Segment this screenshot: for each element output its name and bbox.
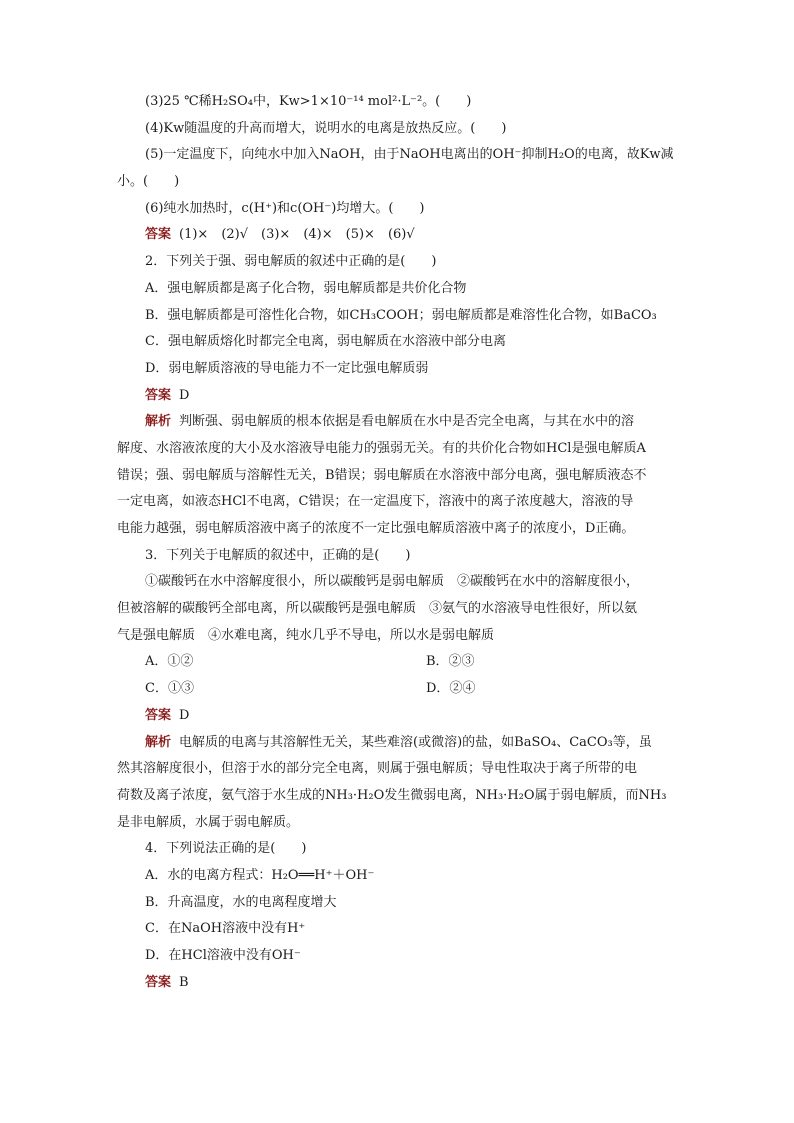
q1-item-5-line1: (5)一定温度下，向纯水中加入NaOH，由于NaOH电离出的OH⁻抑制H₂O的电离，故Kw减 (145, 147, 674, 163)
q3-option-a: A．①② (145, 654, 194, 670)
q4-answer (117, 973, 677, 1000)
q2-option-a: A．强电解质都是离子化合物，弱电解质都是共价化合物 (145, 280, 467, 296)
q2-answer (117, 386, 677, 413)
document-page (117, 92, 677, 999)
q3-analysis-line1 (117, 733, 677, 760)
q4-stem: 4．下列说法正确的是( ) (145, 841, 307, 857)
q2-stem: 2．下列关于强、弱电解质的叙述中正确的是( ) (145, 254, 437, 270)
q2-option-c: C．强电解质熔化时都完全电离，弱电解质在水溶液中部分电离 (145, 334, 506, 350)
answer-label: 答案 (145, 387, 172, 403)
analysis-label: 解析 (145, 734, 172, 750)
q3-options-row1 (117, 652, 677, 679)
q4-option-b: B．升高温度，水的电离程度增大 (145, 894, 337, 910)
answer-label: 答案 (145, 707, 172, 723)
q3-option-c: C．①③ (145, 681, 194, 697)
q3-analysis-line4: 是非电解质，水属于弱电解质。 (117, 814, 300, 830)
q1-answer (117, 225, 677, 252)
q4-option-d: D．在HCl溶液中没有OH⁻ (145, 948, 301, 963)
q3-stem: 3．下列关于电解质的叙述中，正确的是( ) (145, 547, 411, 563)
q3-statements-line3: 气是强电解质 ④水难电离，纯水几乎不导电，所以水是弱电解质 (117, 627, 495, 643)
q2-analysis-line5: 电能力越强，弱电解质溶液中离子的浓度不一定比强电解质溶液中离子的浓度小，D正确。 (117, 521, 635, 536)
q2-analysis-line4: 一定电离，如液态HCl不电离，C错误；在一定温度下，溶液中的离子浓度越大，溶液的导 (117, 494, 634, 510)
q2-analysis-line1 (117, 412, 677, 439)
q3-statements-line2: 但被溶解的碳酸钙全部电离，所以碳酸钙是强电解质 ③氨气的水溶液导电性很好，所以氨 (117, 601, 638, 617)
answer-text: B (179, 974, 189, 990)
q1-item-4: (4)Kw随温度的升高而增大，说明水的电离是放热反应。( ) (145, 120, 507, 136)
q3-options-row2 (117, 679, 677, 706)
q1-item-3: (3)25 ℃稀H₂SO₄中，Kw>1×10⁻¹⁴ mol²·L⁻²。( ) (145, 94, 472, 109)
q2-option-d: D．弱电解质溶液的导电能力不一定比强电解质弱 (145, 360, 429, 376)
q2-option-b: B．强电解质都是可溶性化合物，如CH₃COOH；弱电解质都是难溶性化合物，如BaCO₃ (145, 307, 657, 323)
q3-statements-line1: ①碳酸钙在水中溶解度很小，所以碳酸钙是弱电解质 ②碳酸钙在水中的溶解度很小， (145, 574, 640, 590)
q2-analysis-line3: 错误；强、弱电解质与溶解性无关，B错误；弱电解质在水溶液中部分电离，强电解质液态不 (117, 467, 647, 483)
q3-answer (117, 706, 677, 733)
answer-text: D (179, 387, 190, 403)
analysis-label: 解析 (145, 414, 172, 430)
q3-option-d: D．②④ (426, 681, 476, 697)
analysis-text: 电解质的电离与其溶解性无关，某些难溶(或微溶)的盐，如BaSO₄、CaCO₃等，虽 (179, 734, 652, 750)
q4-option-a: A．水的电离方程式：H₂O══H⁺＋OH⁻ (145, 867, 375, 883)
answer-text: D (179, 707, 190, 723)
q3-analysis-line3: 荷数及离子浓度，氨气溶于水生成的NH₃·H₂O发生微弱电离，NH₃·H₂O属于弱电解质，而NH₃ (117, 787, 667, 803)
q3-analysis-line2: 然其溶解度很小，但溶于水的部分完全电离，则属于强电解质；导电性取决于离子所带的电 (117, 761, 638, 777)
analysis-text: 判断强、弱电解质的根本依据是看电解质在水中是否完全电离，与其在水中的溶 (179, 414, 635, 430)
answer-label: 答案 (145, 974, 172, 990)
q2-analysis-line2: 解度、水溶液浓度的大小及水溶液导电能力的强弱无关。有的共价化合物如HCl是强电解质A (117, 440, 646, 456)
q4-option-c: C．在NaOH溶液中没有H⁺ (145, 921, 306, 937)
q1-item-6: (6)纯水加热时，c(H⁺)和c(OH⁻)均增大。( ) (145, 200, 425, 216)
q3-option-b: B．②③ (426, 654, 475, 670)
q1-item-5-line2: 小。( ) (117, 174, 180, 190)
answer-text: (1)× (2)√ (3)× (4)× (5)× (6)√ (179, 227, 415, 243)
answer-label: 答案 (145, 227, 172, 243)
